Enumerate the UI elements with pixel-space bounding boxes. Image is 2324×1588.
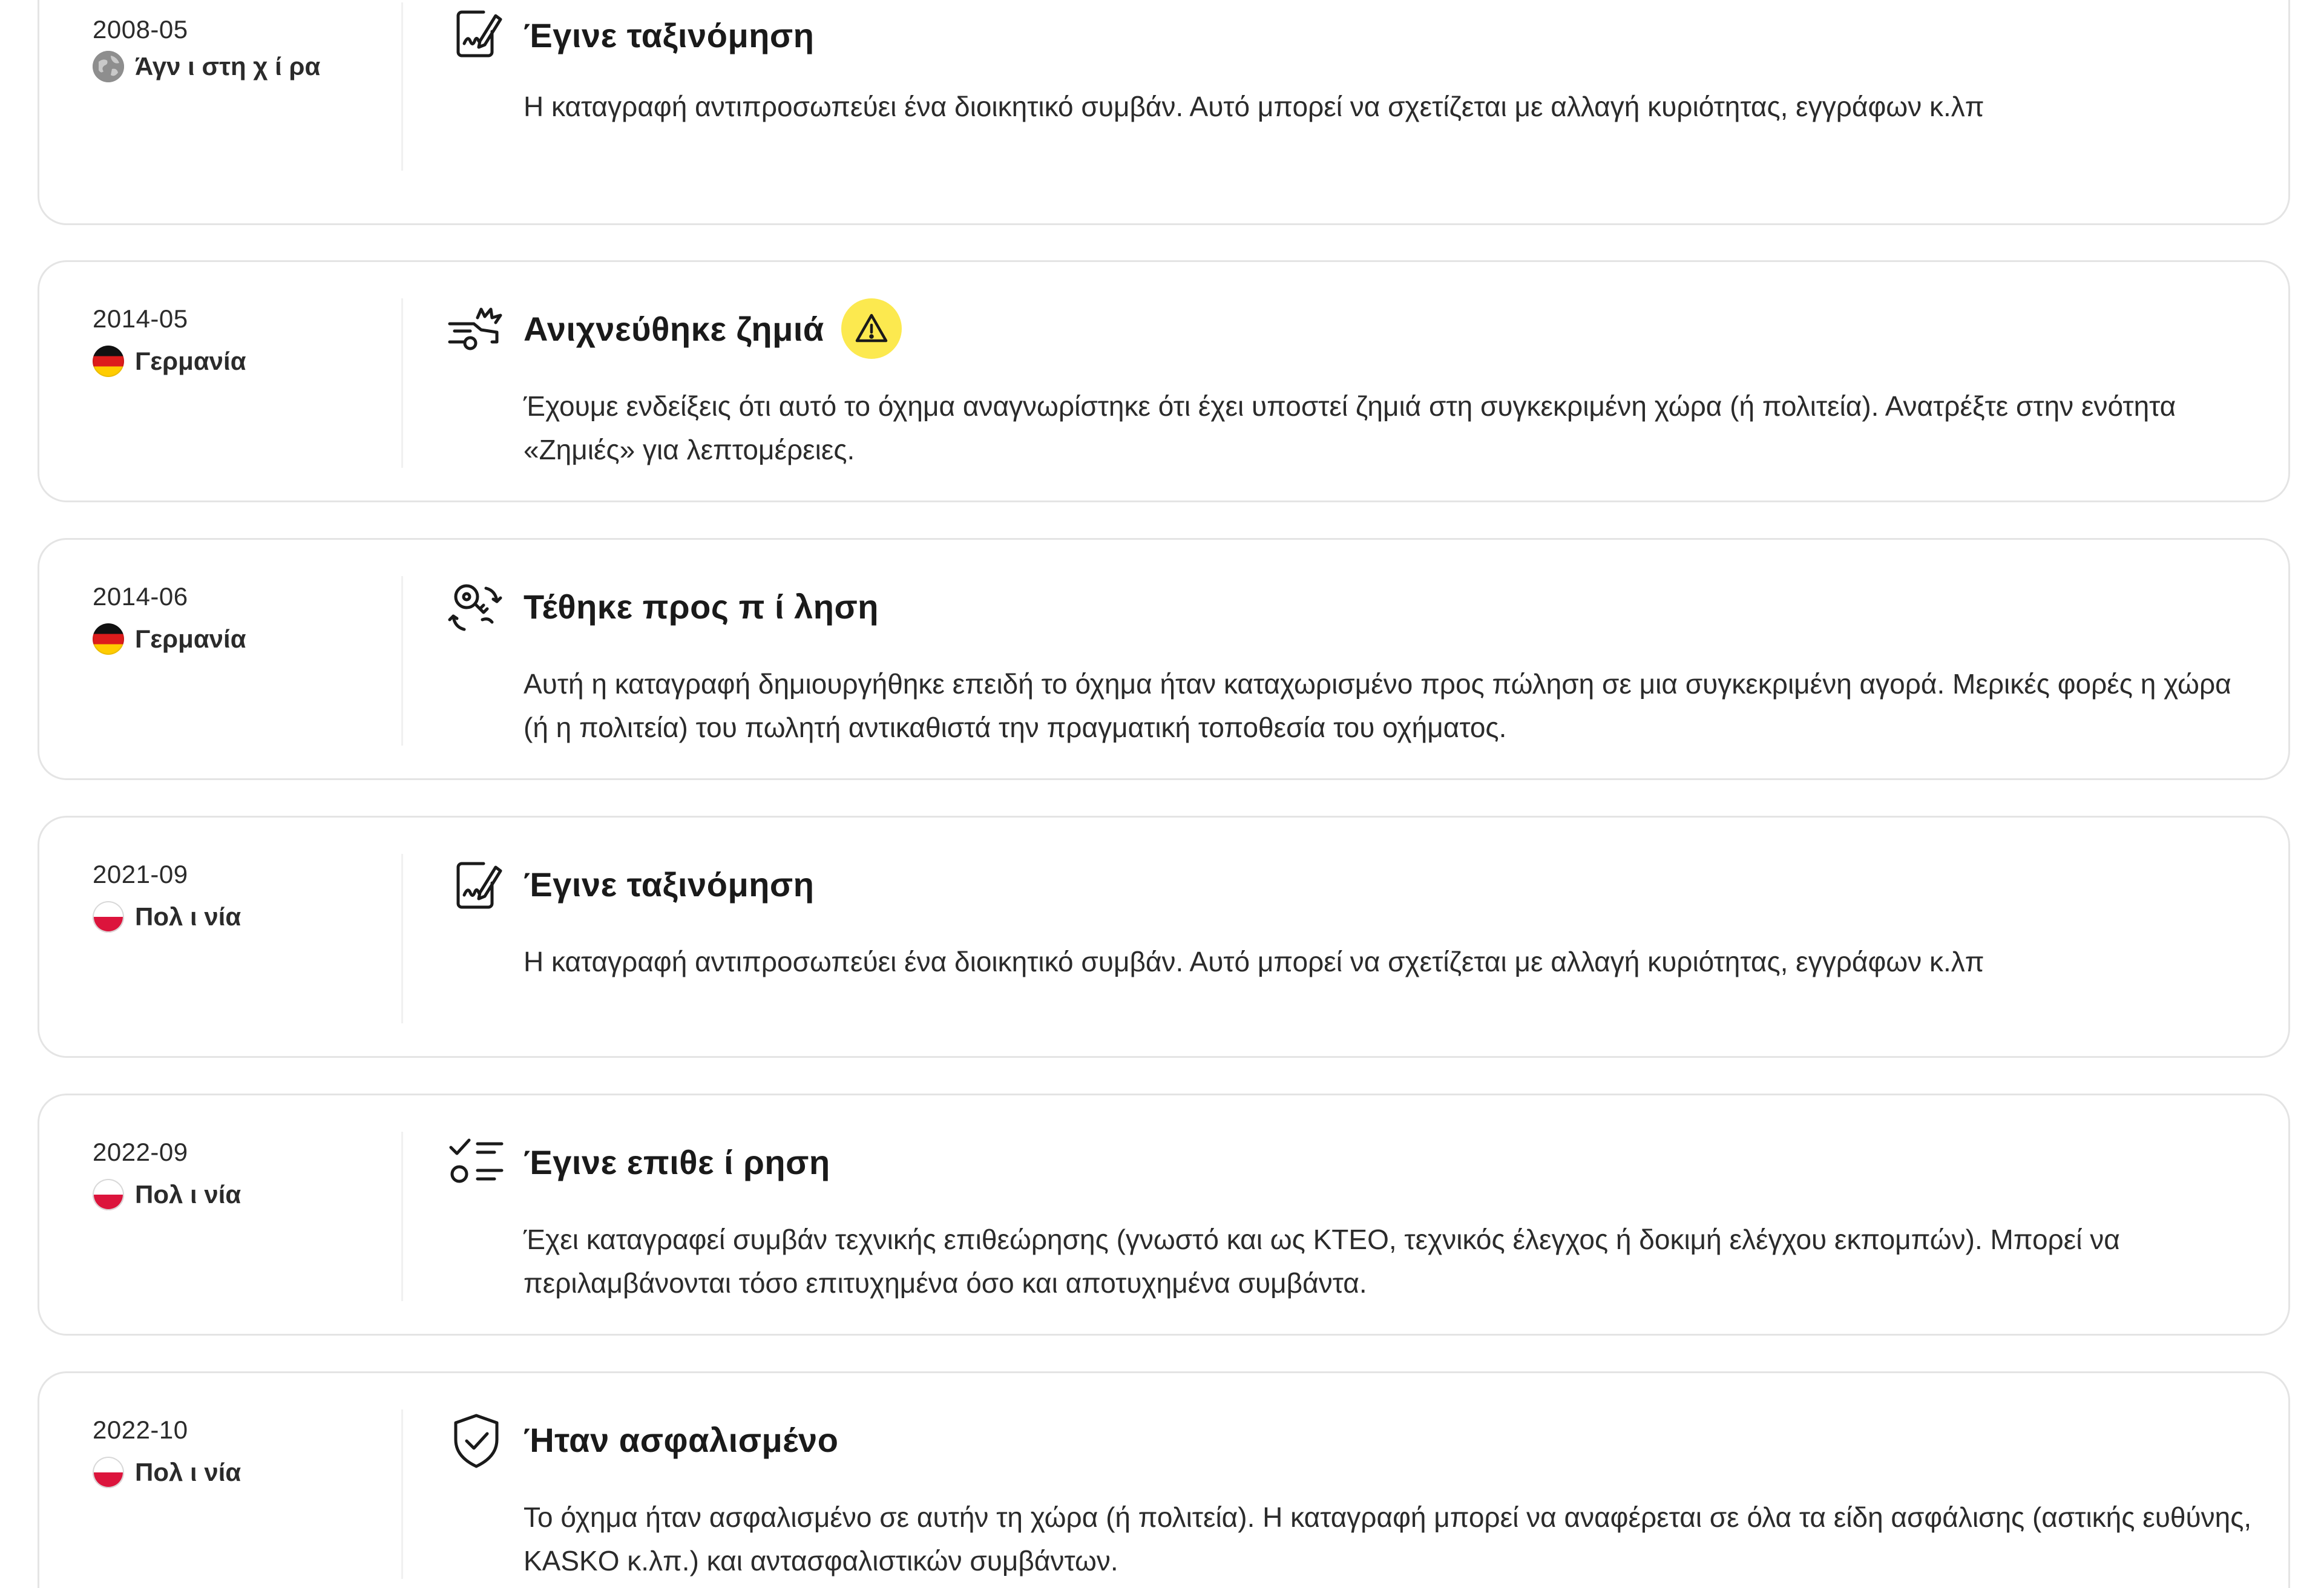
event-description: Το όχημα ήταν ασφαλισμένο σε αυτήν τη χώρα (ή πολιτεία). Η καταγραφή μπορεί να αναφέρεται σε όλα τα είδη ασφάλισης (αστικής ευθύνης, KASKO κ.λπ.) και αντασφαλιστικών συμβάντων. [524, 1501, 2252, 1577]
timeline-card [38, 1094, 2290, 1336]
event-country [93, 1455, 241, 1489]
warning-badge [841, 298, 902, 359]
event-country-label: Άγν ι στη χ ί ρα [135, 52, 321, 80]
checklist-icon [446, 1133, 507, 1193]
event-title-row [524, 6, 814, 64]
document-signature-icon [446, 4, 507, 64]
flag-poland-icon [93, 901, 124, 933]
car-crash-icon [446, 300, 507, 360]
divider [401, 854, 403, 1023]
timeline-card [38, 538, 2290, 780]
event-date: 2014-05 [93, 304, 188, 333]
flag-poland-icon [93, 1457, 124, 1488]
event-title-row [524, 577, 879, 635]
event-date: 2022-10 [93, 1416, 188, 1444]
divider [401, 576, 403, 746]
event-country [93, 344, 246, 378]
event-title: Έγινε επιθε ί ρηση [524, 1143, 830, 1181]
document-signature-icon [446, 855, 507, 916]
event-description: Η καταγραφή αντιπροσωπεύει ένα διοικητικό συμβάν. Αυτό μπορεί να σχετίζεται με αλλαγή κυριότητας, εγγράφων κ.λπ [524, 946, 1984, 977]
event-description: Αυτή η καταγραφή δημιουργήθηκε επειδή το όχημα ήταν καταχωρισμένο προς πώληση σε μια συγκεκριμένη αγορά. Μερικές φορές η χώρα (ή η πολιτεία) του πωλητή αντικαθιστά την πραγματική τοποθεσία του οχήματος. [524, 668, 2231, 743]
flag-poland-icon [93, 1179, 124, 1210]
event-country [93, 50, 320, 84]
event-title: Ήταν ασφαλισμένο [524, 1420, 839, 1459]
timeline-card [38, 0, 2290, 225]
event-title: Τέθηκε προς π ί ληση [524, 587, 879, 626]
event-country-label: Γερμανία [135, 347, 246, 375]
warning-icon [853, 310, 890, 347]
event-title-row [524, 855, 814, 913]
event-date: 2021-09 [93, 860, 188, 888]
globe-icon [93, 51, 124, 82]
divider [401, 298, 403, 468]
event-description: Έχει καταγραφεί συμβάν τεχνικής επιθεώρησης (γνωστό και ως ΚΤΕΟ, τεχνικός έλεγχος ή δοκιμή ελέγχου εκπομπών). Μπορεί να περιλαμβάνονται τόσο επιτυχημένα όσο και αποτυχημένα συμβάντα. [524, 1224, 2120, 1299]
event-country [93, 622, 246, 656]
timeline-card [38, 816, 2290, 1058]
event-date: 2014-06 [93, 582, 188, 611]
event-country-label: Πολ ι νία [135, 1180, 241, 1209]
timeline-card [38, 1371, 2290, 1588]
divider [401, 2, 403, 171]
event-title-row [524, 300, 902, 358]
event-country [93, 1178, 241, 1212]
event-country-label: Πολ ι νία [135, 1458, 241, 1486]
event-country-label: Γερμανία [135, 625, 246, 653]
event-title: Έγινε ταξινόμηση [524, 865, 815, 904]
event-title: Ανιχνεύθηκε ζημιά [524, 309, 824, 348]
key-exchange-icon [446, 577, 507, 638]
event-country-label: Πολ ι νία [135, 902, 241, 931]
event-description: Έχουμε ενδείξεις ότι αυτό το όχημα αναγνωρίστηκε ότι έχει υποστεί ζημιά στη συγκεκριμένη χώρα (ή πολιτεία). Ανατρέξτε στην ενότητα «Ζημιές» για λεπτομέρειες. [524, 390, 2176, 465]
flag-germany-icon [93, 623, 124, 655]
event-title-row [524, 1411, 838, 1469]
divider [401, 1409, 403, 1579]
event-country [93, 900, 241, 934]
event-title-row [524, 1133, 830, 1191]
event-description: Η καταγραφή αντιπροσωπεύει ένα διοικητικό συμβάν. Αυτό μπορεί να σχετίζεται με αλλαγή κυριότητας, εγγράφων κ.λπ [524, 91, 1984, 122]
divider [401, 1132, 403, 1301]
event-date: 2022-09 [93, 1138, 188, 1166]
flag-germany-icon [93, 346, 124, 377]
event-title: Έγινε ταξινόμηση [524, 16, 815, 54]
timeline-card [38, 260, 2290, 502]
event-date: 2008-05 [93, 15, 188, 44]
shield-check-icon [446, 1411, 507, 1471]
